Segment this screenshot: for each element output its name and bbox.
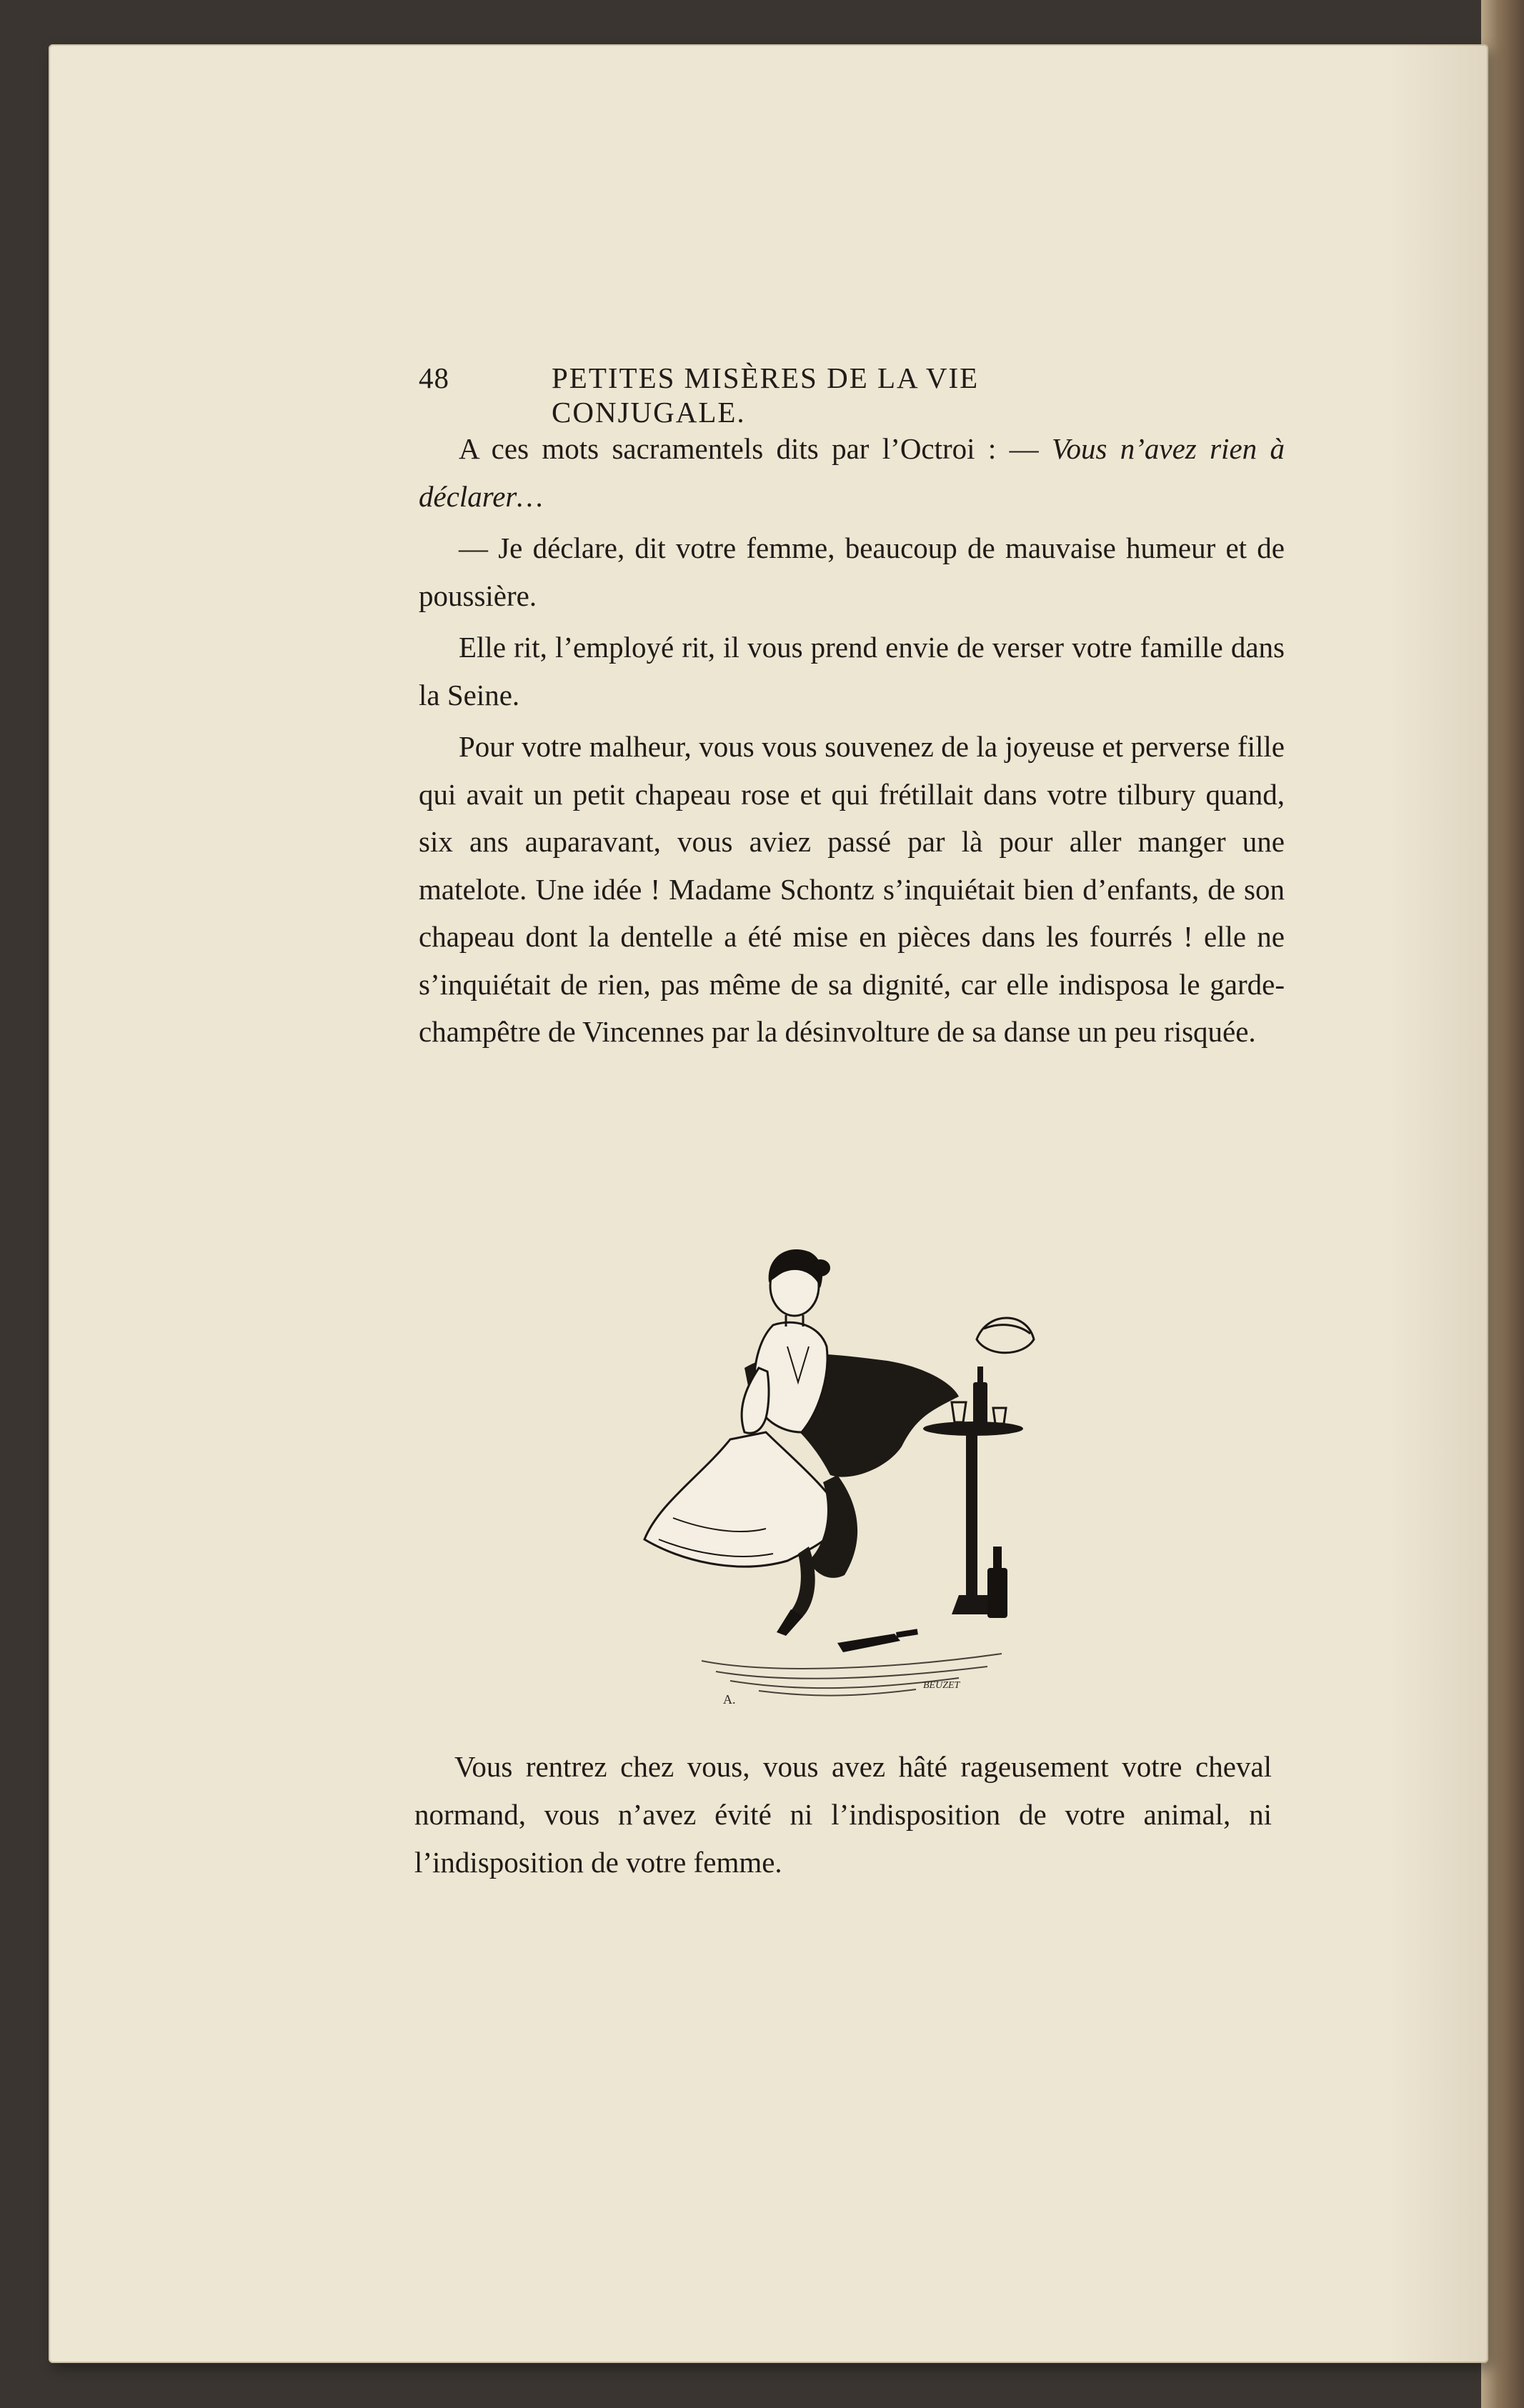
engraving-illustration xyxy=(616,1204,1073,1718)
hat xyxy=(977,1318,1034,1353)
paragraph-1-italic: Vous n’avez rien à déclarer… xyxy=(419,432,1285,513)
body-text-bottom xyxy=(414,1743,1272,1887)
figure-arm xyxy=(742,1368,769,1433)
paragraph-3: Elle rit, l’employé rit, il vous prend envie de verser votre famille dans la Seine. xyxy=(419,631,1285,711)
paragraph-4: Pour votre malheur, vous vous souvenez de la joyeuse et perverse fille qui avait un petit chapeau rose et qui frétillait dans votre tilbury quand, six ans auparavant, vous aviez passé par là pour aller manger une matelote. Une idée ! Madame Schontz s’inquiétait bien d’enfants, de son chapeau dont la dentelle a été mise en pièces dans les fourrés ! elle ne s’inquiétait de rien, pas même de sa dignité, car elle indisposa le garde-champêtre de Vincennes par la désinvolture de sa danse un peu risquée. xyxy=(419,730,1285,1048)
engraving-signature-left: A. xyxy=(723,1692,736,1707)
engraving-signature-right: BEUZET xyxy=(923,1680,960,1691)
dress-skirt xyxy=(644,1432,845,1567)
paragraph-1-text: A ces mots sacramentels dits par l’Octroi : — xyxy=(459,432,1052,465)
paragraph-2: — Je déclare, dit votre femme, beaucoup de mauvaise humeur et de poussière. xyxy=(419,531,1285,612)
running-title: PETITES MISÈRES DE LA VIE CONJUGALE. xyxy=(552,361,980,429)
paragraph-1 xyxy=(419,425,1285,520)
paragraph-5: Vous rentrez chez vous, vous avez hâté rageusement votre cheval normand, vous n’avez évité ni l’indisposition de votre animal, ni l’indisposition de votre femme. xyxy=(414,1750,1272,1879)
page-number: 48 xyxy=(419,361,449,394)
running-head xyxy=(419,361,1155,429)
table xyxy=(923,1422,1023,1614)
standing-bottle xyxy=(987,1547,1007,1618)
body-text xyxy=(419,425,1285,1060)
figure-head xyxy=(769,1249,830,1327)
table-items xyxy=(952,1367,1006,1427)
fallen-bottle xyxy=(837,1629,918,1652)
